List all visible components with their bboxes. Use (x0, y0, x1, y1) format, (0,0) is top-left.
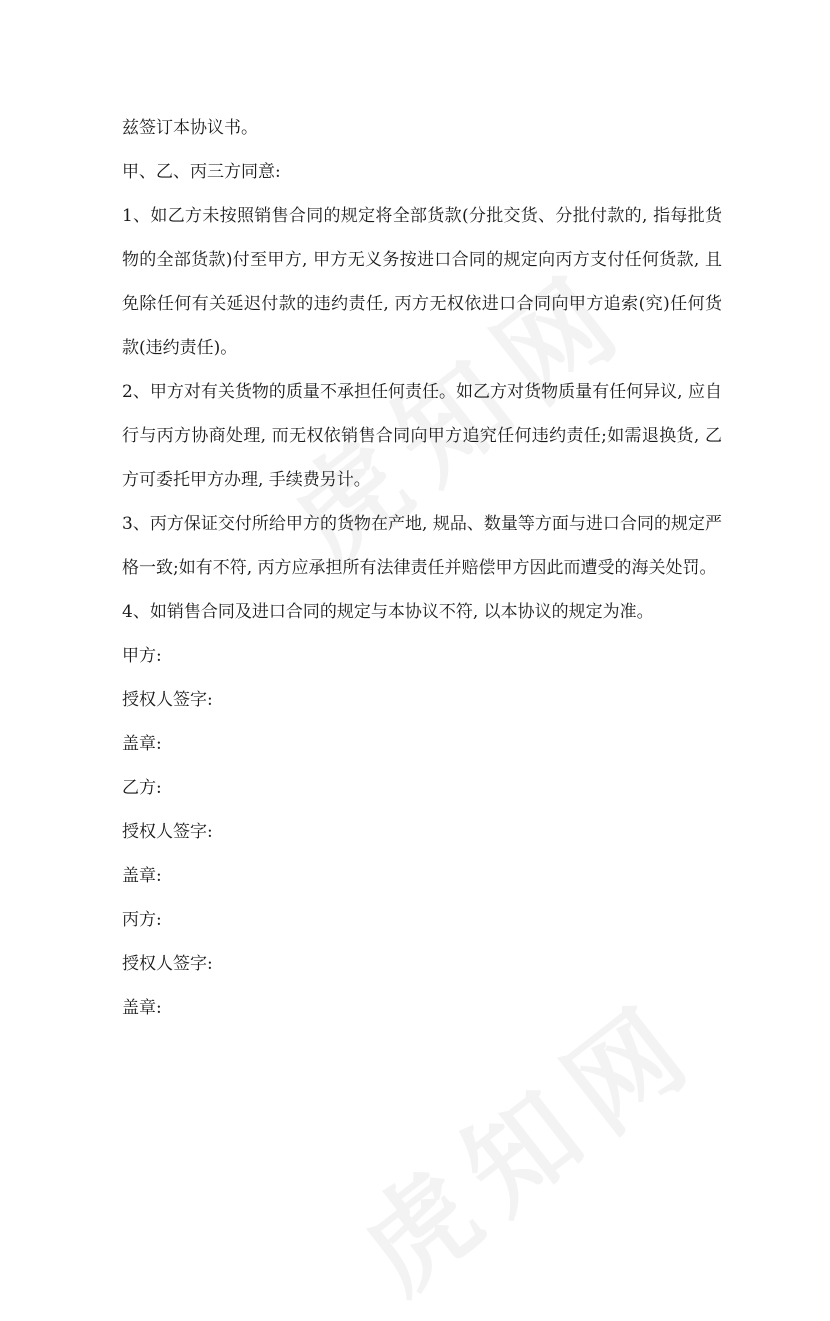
clause-2: 2、甲方对有关货物的质量不承担任何责任。如乙方对货物质量有任何异议, 应自行与丙方协商处理, 而无权依销售合同向甲方追究任何违约责任;如需退换货, 乙方可委托甲方办理, 手续费另计。 (122, 382, 722, 490)
party-b-label: 乙方: (122, 778, 162, 798)
party-b-seal-label: 盖章: (122, 866, 162, 886)
party-c-seal-label: 盖章: (122, 998, 162, 1018)
party-c-signer-label: 授权人签字: (122, 954, 213, 974)
clause-4: 4、如销售合同及进口合同的规定与本协议不符, 以本协议的规定为准。 (122, 602, 654, 622)
party-a-label: 甲方: (122, 646, 162, 666)
party-a-seal-label: 盖章: (122, 734, 162, 754)
clause-1: 1、如乙方未按照销售合同的规定将全部货款(分批交货、分批付款的, 指每批货物的全部货款)付至甲方, 甲方无义务按进口合同的规定向丙方支付任何货款, 且免除任何有关延迟付款的违约责任, 丙方无权依进口合同向甲方追索(究)任何货款(违约责任)。 (122, 206, 722, 358)
party-b-signer-label: 授权人签字: (122, 822, 213, 842)
clause-3: 3、丙方保证交付所给甲方的货物在产地, 规品、数量等方面与进口合同的规定严格一致;如有不符, 丙方应承担所有法律责任并赔偿甲方因此而遭受的海关处罚。 (122, 514, 722, 578)
document-body (122, 106, 722, 1030)
party-c-label: 丙方: (122, 910, 162, 930)
party-a-signer-label: 授权人签字: (122, 690, 213, 710)
intro-line: 兹签订本协议书。 (122, 118, 258, 138)
agreement-heading: 甲、乙、丙三方同意: (122, 162, 281, 182)
